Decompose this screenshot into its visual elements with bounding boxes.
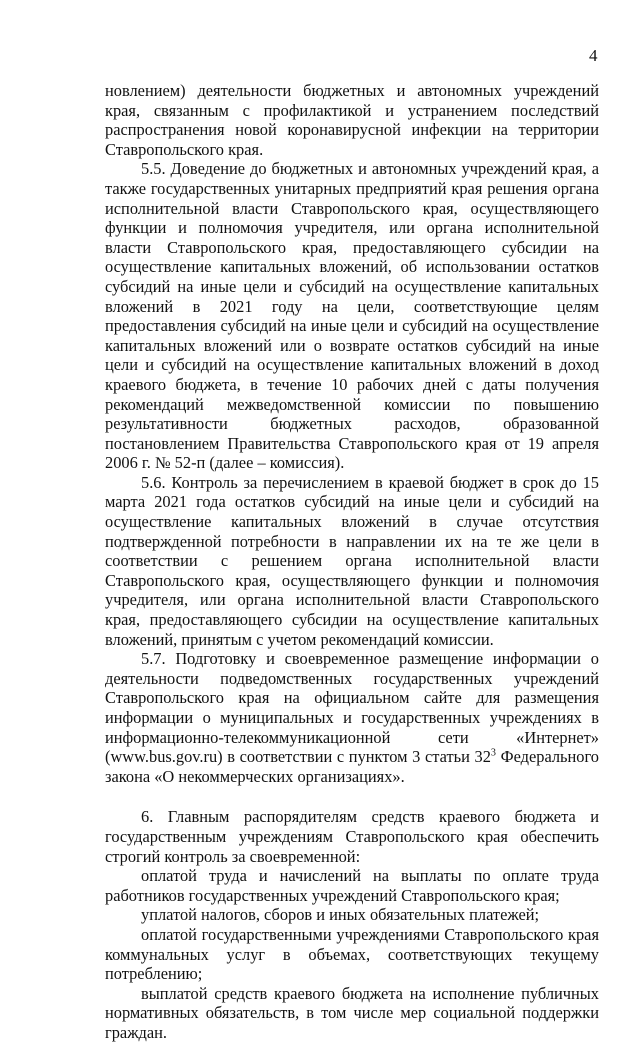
paragraph-6: 6. Главным распорядителям средств краевого бюджета и государственным учреждениям Ставропольского края обеспечить строгий контроль за своевременной:	[105, 807, 599, 866]
article-superscript: 3	[490, 747, 496, 759]
paragraph-5-7-text: 5.7. Подготовку и своевременное размещение информации о деятельности подведомственных государственных учреждений Ставропольского края на официальном сайте для размещения информации о муниципальных и государственных учреждениях в информационно-телекоммуникационной сети «Интернет» (www.bus.gov.ru) в соответствии с пунктом 3 статьи 32	[105, 649, 599, 767]
page-number: 4	[589, 46, 598, 65]
list-item-utilities: оплатой государственными учреждениями Ставропольского края коммунальных услуг в объемах, соответствующих текущему потреблению;	[105, 924, 599, 984]
list-item-taxes: уплатой налогов, сборов и иных обязательных платежей;	[141, 905, 540, 925]
paragraph-continuation: новлением) деятельности бюджетных и автономных учреждений края, связанным с профилактикой и устранением последствий распространения новой коронавирусной инфекции на территории Ставропольского края.	[105, 81, 599, 159]
paragraph-5-5: 5.5. Доведение до бюджетных и автономных учреждений края, а также государственных унитарных предприятий края решения органа исполнительной власти Ставропольского края, осуществляющего функции и полномочия учредителя, или органа исполнительной власти Ставропольского края, предоставляющего субсидии на осуществление капитальных вложений, об использовании остатков субсидий на иные цели и субсидий на осуществление капитальных вложений в 2021 году на цели, соответствующие целям предоставления субсидий на иные цели и субсидий на осуществление капитальных вложений или о возврате остатков субсидий на иные цели и субсидий на осуществление капитальных вложений в доход краевого бюджета, в течение 10 рабочих дней с даты получения рекомендаций межведомственной комиссии по повышению результативности бюджетных расходов, образованной постановлением Правительства Ставропольского края от 19 апреля 2006 г. № 52-п (далее – комиссия).	[105, 159, 599, 473]
paragraph-5-6: 5.6. Контроль за перечислением в краевой бюджет в срок до 15 марта 2021 года остатков субсидий на иные цели и субсидий на осуществление капитальных вложений в случае отсутствия подтвержденной потребности в направлении их на те же цели в соответствии с решением органа исполнительной власти Ставропольского края, осуществляющего функции и полномочия учредителя, или органа исполнительной власти Ставропольского края, предоставляющего субсидии на осуществление капитальных вложений, принятым с учетом рекомендаций комиссии.	[105, 472, 599, 649]
paragraph-5-7	[105, 649, 599, 786]
list-item-salary: оплатой труда и начислений на выплаты по оплате труда работников государственных учреждений Ставропольского края;	[105, 866, 599, 905]
paragraph-5-7-text-end: Федерального закона «О некоммерческих организациях».	[105, 747, 599, 786]
document-body	[105, 81, 599, 1043]
list-item-public-obligations: выплатой средств краевого бюджета на исполнение публичных нормативных обязательств, в том числе мер социальной поддержки граждан.	[105, 983, 599, 1042]
